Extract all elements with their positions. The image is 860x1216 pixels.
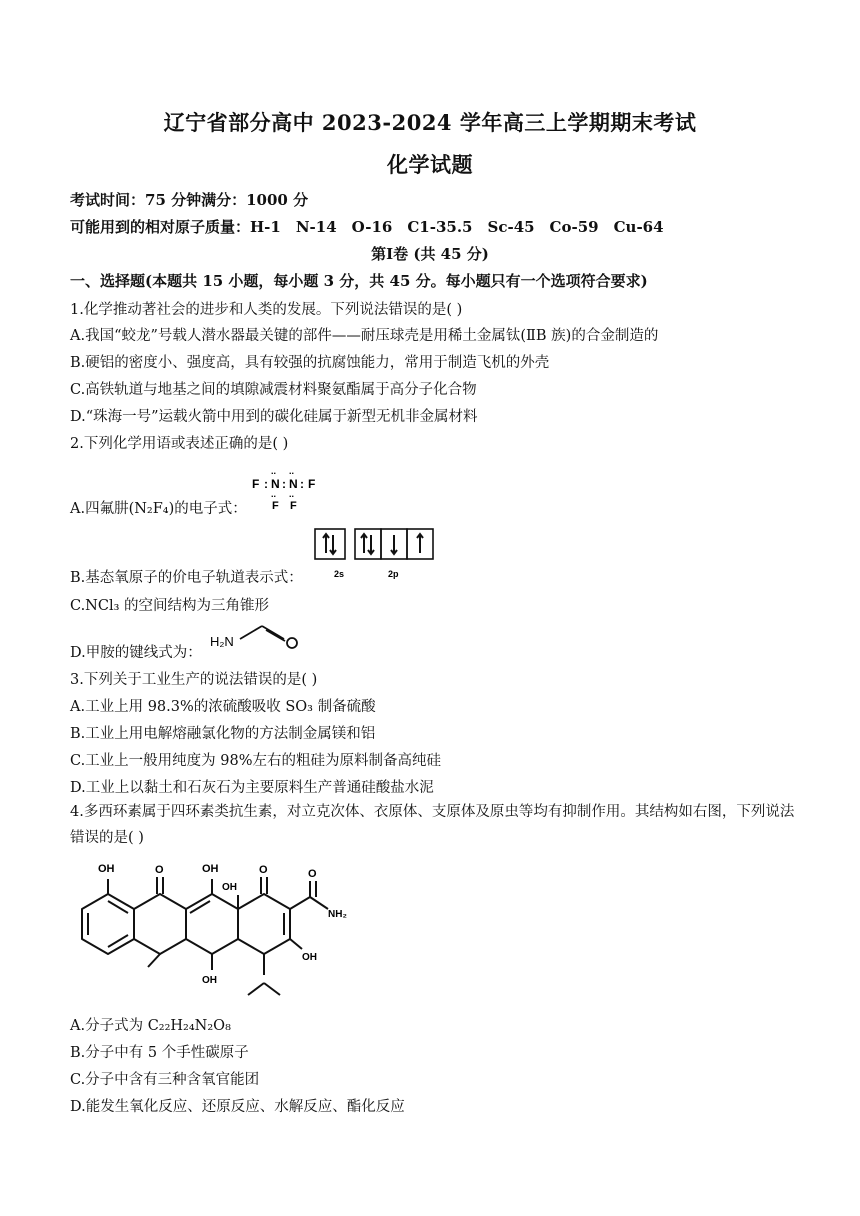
- doxycycline-structure: [70, 857, 360, 1007]
- svg-text:..: ..: [271, 489, 277, 499]
- exam-title: 辽宁省部分高中 2023-2024 学年高三上学期期末考试: [163, 110, 697, 135]
- label-nh2: NH₂: [328, 909, 347, 920]
- n2f4-f-bottom-right: F: [290, 500, 297, 512]
- label-oh-4: OH: [302, 952, 317, 963]
- label-o-2: O: [259, 864, 268, 876]
- svg-text:..: ..: [271, 468, 277, 476]
- n2f4-f-right: F: [308, 477, 316, 491]
- q2-option-d: D.甲胺的键线式为：: [70, 645, 202, 661]
- atomic-mass-line: 可能用到的相对原子质量：H-1 N-14 O-16 C1-35.5 Sc-45 Co-59 Cu-64: [70, 218, 664, 236]
- exam-subtitle: 化学试题: [387, 152, 473, 177]
- q2-stem: 2.下列化学用语或表述正确的是( ): [70, 436, 289, 452]
- q2-option-c: C.NCl₃ 的空间结构为三角锥形: [70, 598, 270, 614]
- label-oh-1: OH: [98, 863, 115, 875]
- q3-option-a: A.工业上用 98.3%的浓硫酸吸收 SO₃ 制备硫酸: [70, 699, 376, 715]
- q2-option-a: A.四氟肼(N₂F₄)的电子式：: [70, 501, 247, 517]
- label-oh-3: OH: [222, 882, 237, 893]
- amine-label: H₂N: [210, 634, 234, 649]
- q4-option-d: D.能发生氧化反应、还原反应、水解反应、酯化反应: [70, 1099, 405, 1115]
- label-o-1: O: [155, 864, 164, 876]
- label-oh-5: OH: [202, 975, 217, 986]
- q3-option-d: D.工业上以黏土和石灰石为主要原料生产普通硅酸盐水泥: [70, 780, 434, 796]
- svg-text:..: ..: [289, 468, 295, 476]
- n2f4-electron-formula: [250, 468, 330, 514]
- q4-option-c: C.分子中含有三种含氧官能团: [70, 1072, 260, 1088]
- n2f4-n-left: N: [271, 477, 280, 491]
- svg-text:..: ..: [289, 489, 295, 499]
- svg-text::: :: [300, 477, 304, 491]
- q4-option-a: A.分子式为 C₂₂H₂₄N₂O₈: [70, 1018, 231, 1034]
- volume-heading: 第Ⅰ卷 (共 45 分): [371, 245, 489, 263]
- exam-time: 考试时间：75 分钟满分：1000 分: [70, 191, 309, 209]
- n2f4-f-left: F: [252, 477, 260, 491]
- oxygen-orbital-diagram: [312, 527, 440, 583]
- q1-option-d: D.“珠海一号”运载火箭中用到的碳化硅属于新型无机非金属材料: [70, 409, 478, 425]
- section-heading: 一、选择题(本题共 15 小题，每小题 3 分，共 45 分。每小题只有一个选项符合要求): [70, 272, 648, 290]
- svg-text::: :: [264, 477, 268, 491]
- label-o-3: O: [308, 868, 317, 880]
- n2f4-f-bottom-left: F: [272, 500, 279, 512]
- orbital-2p-label: 2p: [388, 569, 399, 579]
- q2-option-b: B.基态氧原子的价电子轨道表示式：: [70, 570, 303, 586]
- q3-option-c: C.工业上一般用纯度为 98%左右的粗硅为原料制备高纯硅: [70, 753, 442, 769]
- methylamine-skeletal-formula: [208, 620, 304, 654]
- svg-text::: :: [282, 477, 286, 491]
- n2f4-n-right: N: [289, 477, 298, 491]
- orbital-2s-label: 2s: [334, 569, 345, 579]
- q1-option-c: C.高铁轨道与地基之间的填隙减震材料聚氨酯属于高分子化合物: [70, 382, 477, 398]
- q4-stem: 4.多西环素属于四环素类抗生素，对立克次体、衣原体、支原体及原虫等均有抑制作用。其结构如右图，下列说法错误的是( ): [70, 804, 795, 846]
- q4-option-b: B.分子中有 5 个手性碳原子: [70, 1045, 249, 1061]
- q3-option-b: B.工业上用电解熔融氯化物的方法制金属镁和铝: [70, 726, 376, 742]
- q3-stem: 3.下列关于工业生产的说法错误的是( ): [70, 672, 318, 688]
- q1-option-a: A.我国“蛟龙”号载人潜水器最关键的部件——耐压球壳是用稀土金属钛(ⅡB 族)的合金制造的: [70, 328, 659, 344]
- q1-option-b: B.硬铝的密度小、强度高，具有较强的抗腐蚀能力，常用于制造飞机的外壳: [70, 355, 550, 371]
- q1-stem: 1.化学推动著社会的进步和人类的发展。下列说法错误的是( ): [70, 302, 463, 318]
- label-oh-2: OH: [202, 863, 219, 875]
